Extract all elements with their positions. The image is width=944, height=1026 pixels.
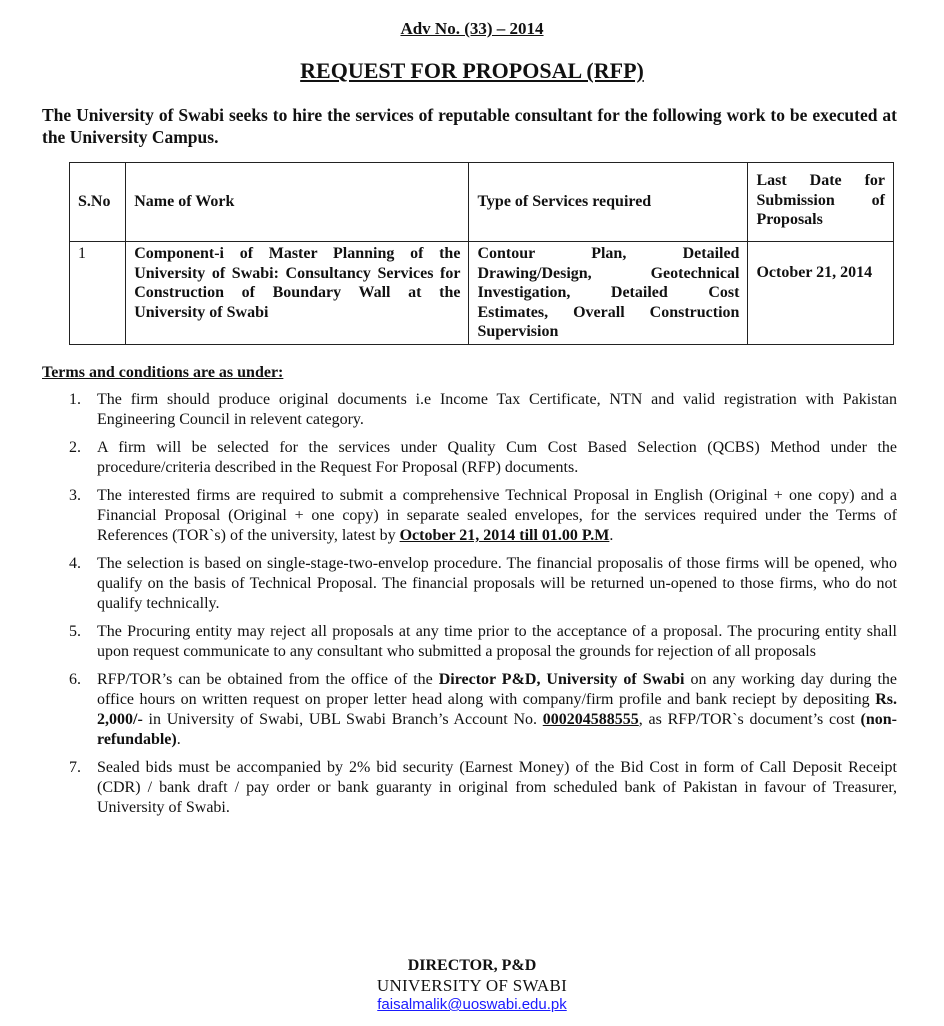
item-text-end: . xyxy=(176,731,181,748)
advertisement-number: Adv No. (33) – 2014 xyxy=(400,19,544,38)
non-refundable-note: (non-refundable) xyxy=(97,711,897,748)
terms-heading: Terms and conditions are as under: xyxy=(42,364,284,381)
item-text: RFP/TOR’s can be obtained from the office of the xyxy=(97,671,439,688)
item-number: 3. xyxy=(69,487,81,504)
item-number: 4. xyxy=(69,555,81,572)
table-header-row xyxy=(70,163,894,242)
item-text: in University of Swabi, UBL Swabi Branch’s Account No. xyxy=(142,711,543,728)
header-sno: S.No xyxy=(70,163,126,242)
list-item xyxy=(42,554,897,614)
item-text: The selection is based on single-stage-two-envelop procedure. The financial proposalis of those firms will be opened, who qualify on the basis of Technical Proposal. The financial proposals will be returned un-opened to those firms, who do not qualify technically. xyxy=(97,555,897,612)
header-name-of-work: Name of Work xyxy=(126,163,469,242)
office-name: Director P&D, University of Swabi xyxy=(438,671,685,688)
list-item xyxy=(42,390,897,430)
item-text: The firm should produce original documents i.e Income Tax Certificate, NTN and valid registration with Pakistan Engineering Council in relevent category. xyxy=(97,391,897,428)
item-number: 5. xyxy=(69,623,81,640)
table-row xyxy=(70,242,894,345)
account-number: 000204588555 xyxy=(542,711,639,728)
cell-last-date: October 21, 2014 xyxy=(756,264,873,281)
item-text-end: . xyxy=(609,527,614,544)
signatory-title: DIRECTOR, P&D xyxy=(407,957,537,974)
list-item xyxy=(42,486,897,546)
works-table xyxy=(69,162,894,345)
cell-name-of-work: Component-i of Master Planning of the University of Swabi: Consultancy Services for Construction of Boundary Wall at the University of Swabi xyxy=(126,242,469,345)
list-item xyxy=(42,438,897,478)
cell-type-of-services: Contour Plan, Detailed Drawing/Design, Geotechnical Investigation, Detailed Cost Estimates, Overall Construction Supervision xyxy=(469,242,748,345)
cell-sno: 1 xyxy=(70,242,126,345)
signatory-organization: UNIVERSITY OF SWABI xyxy=(376,976,568,995)
list-item xyxy=(42,622,897,662)
item-text: The Procuring entity may reject all proposals at any time prior to the acceptance of a proposal. The procuring entity shall upon request communicate to any consultant who submitted a proposal the grounds for rejection of all proposals xyxy=(97,623,897,660)
item-text: A firm will be selected for the services under Quality Cum Cost Based Selection (QCBS) Method under the procedure/criteria described in the Request For Proposal (RFP) documents. xyxy=(97,439,897,476)
page-title: REQUEST FOR PROPOSAL (RFP) xyxy=(300,58,644,83)
submission-deadline: October 21, 2014 till 01.00 P.M xyxy=(399,527,610,544)
item-text: Sealed bids must be accompanied by 2% bid security (Earnest Money) of the Bid Cost in form of Call Deposit Receipt (CDR) / bank draft / pay order or bank guaranty in original from scheduled bank of Pakistan in favour of Treasurer, University of Swabi. xyxy=(97,759,897,816)
header-type-of-services: Type of Services required xyxy=(469,163,748,242)
item-number: 7. xyxy=(69,759,81,776)
fee-amount: Rs. 2,000/- xyxy=(97,691,897,728)
terms-list xyxy=(42,390,897,826)
item-number: 2. xyxy=(69,439,81,456)
item-text: on any working day during the office hours on written request on proper letter head along with company/firm profile and bank reciept by depositing xyxy=(97,671,898,708)
item-text: The interested firms are required to submit a comprehensive Technical Proposal in English (Original + one copy) and a Financial Proposal (Original + one copy) in separate sealed envelopes, for the services required under the Terms of References (TOR`s) of the university, latest by xyxy=(97,487,897,544)
cell-last-date-wrap xyxy=(748,242,894,345)
item-number: 1. xyxy=(69,391,81,408)
list-item xyxy=(42,758,897,818)
contact-email-link[interactable]: faisalmalik@uoswabi.edu.pk xyxy=(377,996,567,1013)
item-number: 6. xyxy=(69,671,81,688)
list-item xyxy=(42,670,897,750)
header-last-date: Last Date for Submission of Proposals xyxy=(748,163,894,242)
item-text: , as RFP/TOR`s document’s cost xyxy=(638,711,861,728)
intro-paragraph: The University of Swabi seeks to hire the services of reputable consultant for the following work to be executed at the University Campus. xyxy=(42,105,897,147)
